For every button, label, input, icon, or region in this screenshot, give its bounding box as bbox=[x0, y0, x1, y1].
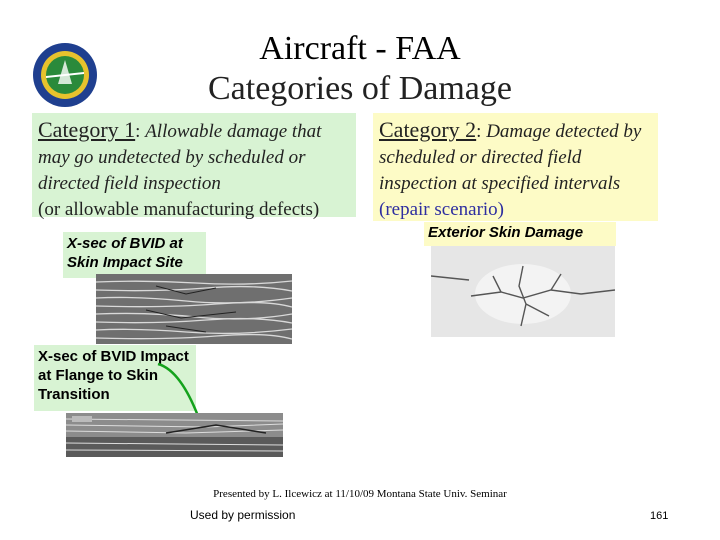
category-2-note: (repair scenario) bbox=[379, 199, 505, 220]
exterior-skin-damage-image bbox=[431, 246, 615, 337]
category-1-colon: : bbox=[135, 121, 141, 142]
presentation-credit: Presented by L. Ilcewicz at 11/10/09 Montana State Univ. Seminar bbox=[213, 488, 507, 500]
slide-subtitle: Categories of Damage bbox=[208, 70, 512, 107]
category-2-heading: Category 2 bbox=[379, 117, 477, 142]
xsec-flange-label: X-sec of BVID Impact at Flange to Skin Transition bbox=[34, 345, 196, 411]
exterior-skin-damage-label: Exterior Skin Damage bbox=[424, 222, 616, 246]
xsec-skin-impact-label: X-sec of BVID at Skin Impact Site bbox=[63, 232, 206, 278]
page-number: 161 bbox=[650, 510, 669, 522]
category-1-heading: Category 1 bbox=[38, 117, 136, 142]
permission-note: Used by permission bbox=[190, 508, 296, 522]
xsec-flange-image bbox=[66, 413, 283, 457]
category-2-box bbox=[373, 113, 658, 221]
slide-title: Aircraft - FAA bbox=[259, 30, 461, 67]
xsec-skin-impact-image bbox=[96, 274, 292, 344]
category-1-description: Allowable damage that may go undetected by scheduled or directed field inspection bbox=[38, 121, 322, 194]
category-1-note: (or allowable manufacturing defects) bbox=[38, 199, 320, 220]
category-2-colon: : bbox=[476, 121, 482, 142]
category-1-box bbox=[32, 113, 356, 220]
category-2-description: Damage detected by scheduled or directed field inspection at specified intervals bbox=[379, 121, 642, 194]
